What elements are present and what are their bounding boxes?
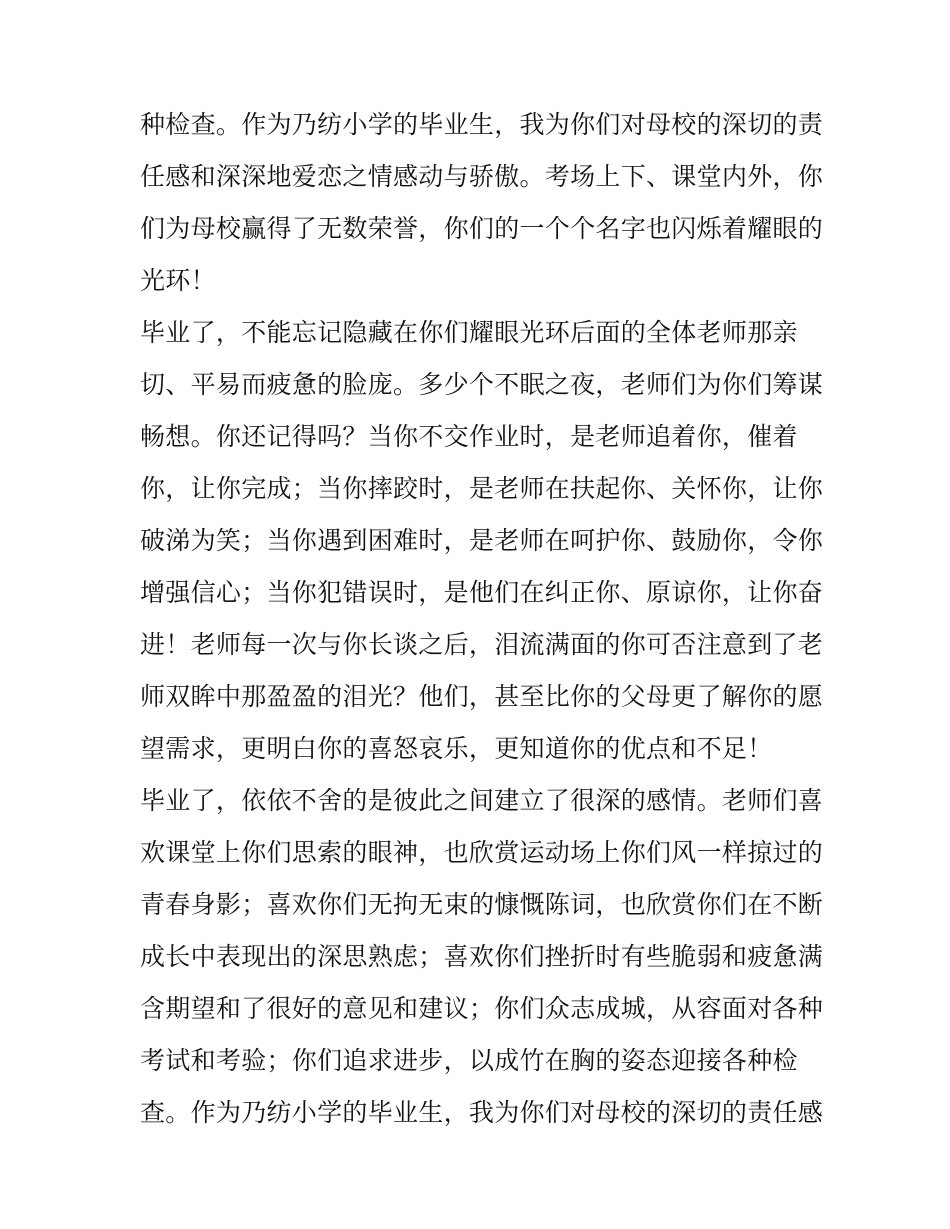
text-line: 切、平易而疲惫的脸庞。多少个不眠之夜，老师们为你们筹谋 bbox=[140, 370, 824, 399]
text-line: 考试和考验；你们追求进步，以成竹在胸的姿态迎接各种检 bbox=[140, 1046, 798, 1075]
text-line: 畅想。你还记得吗？当你不交作业时，是老师追着你，催着 bbox=[140, 422, 798, 451]
text-line: 成长中表现出的深思熟虑；喜欢你们挫折时有些脆弱和疲惫满 bbox=[140, 942, 824, 971]
text-line: 毕业了，不能忘记隐藏在你们耀眼光环后面的全体老师那亲 bbox=[140, 318, 798, 347]
text-line: 青春身影；喜欢你们无拘无束的慷慨陈词，也欣赏你们在不断 bbox=[140, 890, 824, 919]
text-line: 望需求，更明白你的喜怒哀乐，更知道你的优点和不足！ bbox=[140, 734, 773, 763]
text-line: 查。作为乃纺小学的毕业生，我为你们对母校的深切的责任感 bbox=[140, 1098, 824, 1127]
text-line: 们为母校赢得了无数荣誉，你们的一个个名字也闪烁着耀眼的 bbox=[140, 214, 824, 243]
text-line: 增强信心；当你犯错误时，是他们在纠正你、原谅你，让你奋 bbox=[140, 578, 824, 607]
text-line: 破涕为笑；当你遇到困难时，是老师在呵护你、鼓励你，令你 bbox=[140, 526, 824, 555]
text-line: 含期望和了很好的意见和建议；你们众志成城，从容面对各种 bbox=[140, 994, 824, 1023]
text-line: 欢课堂上你们思索的眼神，也欣赏运动场上你们风一样掠过的 bbox=[140, 838, 824, 867]
text-line: 师双眸中那盈盈的泪光？他们，甚至比你的父母更了解你的愿 bbox=[140, 682, 824, 711]
text-line: 任感和深深地爱恋之情感动与骄傲。考场上下、课堂内外，你 bbox=[140, 162, 824, 191]
text-line: 进！老师每一次与你长谈之后，泪流满面的你可否注意到了老 bbox=[140, 630, 824, 659]
text-line: 光环！ bbox=[140, 266, 216, 295]
text-line: 你，让你完成；当你摔跤时，是老师在扶起你、关怀你，让你 bbox=[140, 474, 824, 503]
body-text bbox=[140, 99, 824, 1139]
text-line: 种检查。作为乃纺小学的毕业生，我为你们对母校的深切的责 bbox=[140, 110, 824, 139]
text-line: 毕业了，依依不舍的是彼此之间建立了很深的感情。老师们喜 bbox=[140, 786, 824, 815]
